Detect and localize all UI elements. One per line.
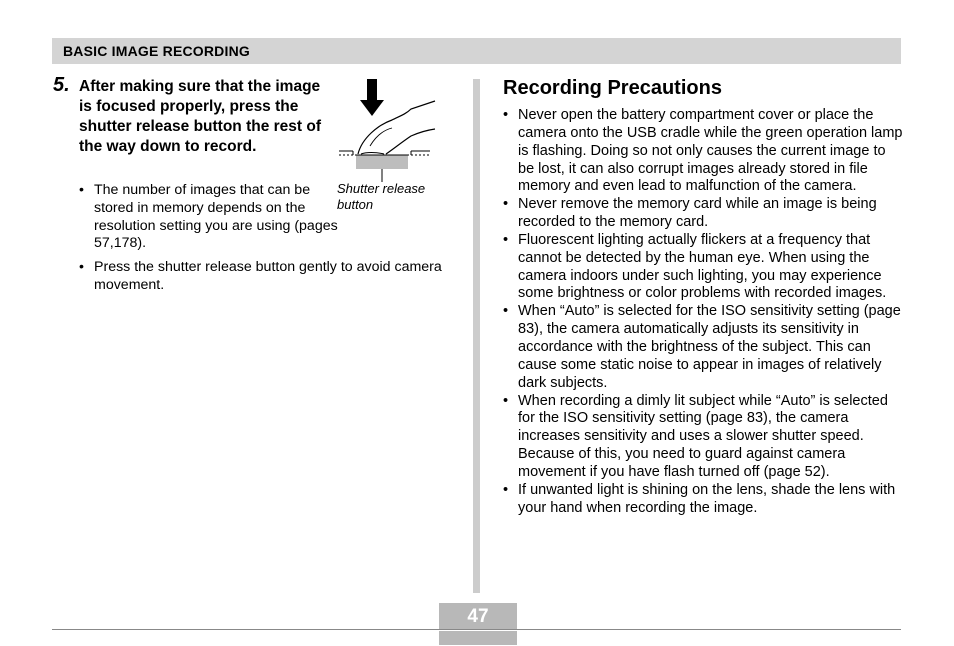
footer-rule: [52, 629, 901, 630]
precaution-item-5-text: When recording a dimly lit subject while “Auto” is selected for the ISO sensitivity setting (page 83), the camera increases sensitivity and uses a slower shutter speed. Because of this, you need to guard against camera movement if you have flash turned off (page 52).: [518, 392, 888, 480]
left-bullet-2: • Press the shutter release button gently to avoid camera movement.: [79, 259, 442, 293]
page-number: 47: [439, 603, 517, 629]
finger-pressing-shutter-icon: [336, 78, 436, 184]
header-bar: [52, 38, 901, 64]
illustration-caption: Shutter release button: [337, 181, 426, 212]
precaution-item-1-text: Never open the battery compartment cover or place the camera onto the USB cradle while the green operation lamp is flashing. Doing so not only causes the current image to be lost, it can also corrupt images already stored in file memory and even lead to malfunction of the camera.: [518, 107, 903, 195]
step-instruction: After making sure that the image is focused properly, press the shutter release button the rest of the way down to record.: [79, 78, 322, 155]
header-title: BASIC IMAGE RECORDING: [63, 43, 250, 59]
precaution-item-1: • Never open the battery compartment cover or place the camera onto the USB cradle while the green operation lamp is flashing. Doing so not only causes the current image to be lost, it can also corrupt images already stored in file memory and even lead to malfunction of the camera.: [503, 107, 903, 195]
precaution-item-6: • If unwanted light is shining on the lens, shade the lens with your hand when recording the image.: [503, 481, 896, 516]
precaution-item-6-text: If unwanted light is shining on the lens, shade the lens with your hand when recording the image.: [518, 481, 896, 516]
step-number: 5.: [53, 74, 70, 96]
left-bullet-2-text: Press the shutter release button gently to avoid camera movement.: [94, 259, 442, 293]
precaution-item-5: • When recording a dimly lit subject while “Auto” is selected for the ISO sensitivity setting (page 83), the camera increases sensitivity and uses a slower shutter speed. Because of this, you need to guard against camera movement if you have flash turned off (page 52).: [503, 392, 888, 480]
precautions-list: [503, 107, 903, 517]
left-bullet-1-text: The number of images that can be stored in memory depends on the resolution setting you are using (pages 57,178).: [94, 182, 338, 252]
column-divider: [473, 79, 480, 593]
page-number-tab: [439, 631, 517, 645]
precaution-item-3: • Fluorescent lighting actually flickers at a frequency that cannot be detected by the human eye. When using the camera indoors under such lighting, you may experience some brightness or color problems with recorded images.: [503, 231, 887, 302]
precaution-item-2-text: Never remove the memory card while an image is being recorded to the memory card.: [518, 196, 877, 231]
section-title: Recording Precautions: [503, 77, 722, 99]
precaution-item-4: • When “Auto” is selected for the ISO sensitivity setting (page 83), the camera automatically adjusts its sensitivity in accordance with the brightness of the subject. This can cause some static noise to appear in images of relatively dark subjects.: [503, 303, 901, 391]
left-bullet-1: • The number of images that can be stored in memory depends on the resolution setting you are using (pages 57,178).: [79, 182, 338, 252]
precaution-item-4-text: When “Auto” is selected for the ISO sensitivity setting (page 83), the camera automatically adjusts its sensitivity in accordance with the brightness of the subject. This can cause some static noise to appear in images of relatively dark subjects.: [518, 303, 901, 391]
precaution-item-3-text: Fluorescent lighting actually flickers at a frequency that cannot be detected by the human eye. When using the camera indoors under such lighting, you may experience some brightness or color problems with recorded images.: [518, 231, 887, 302]
precaution-item-2: • Never remove the memory card while an image is being recorded to the memory card.: [503, 196, 877, 231]
